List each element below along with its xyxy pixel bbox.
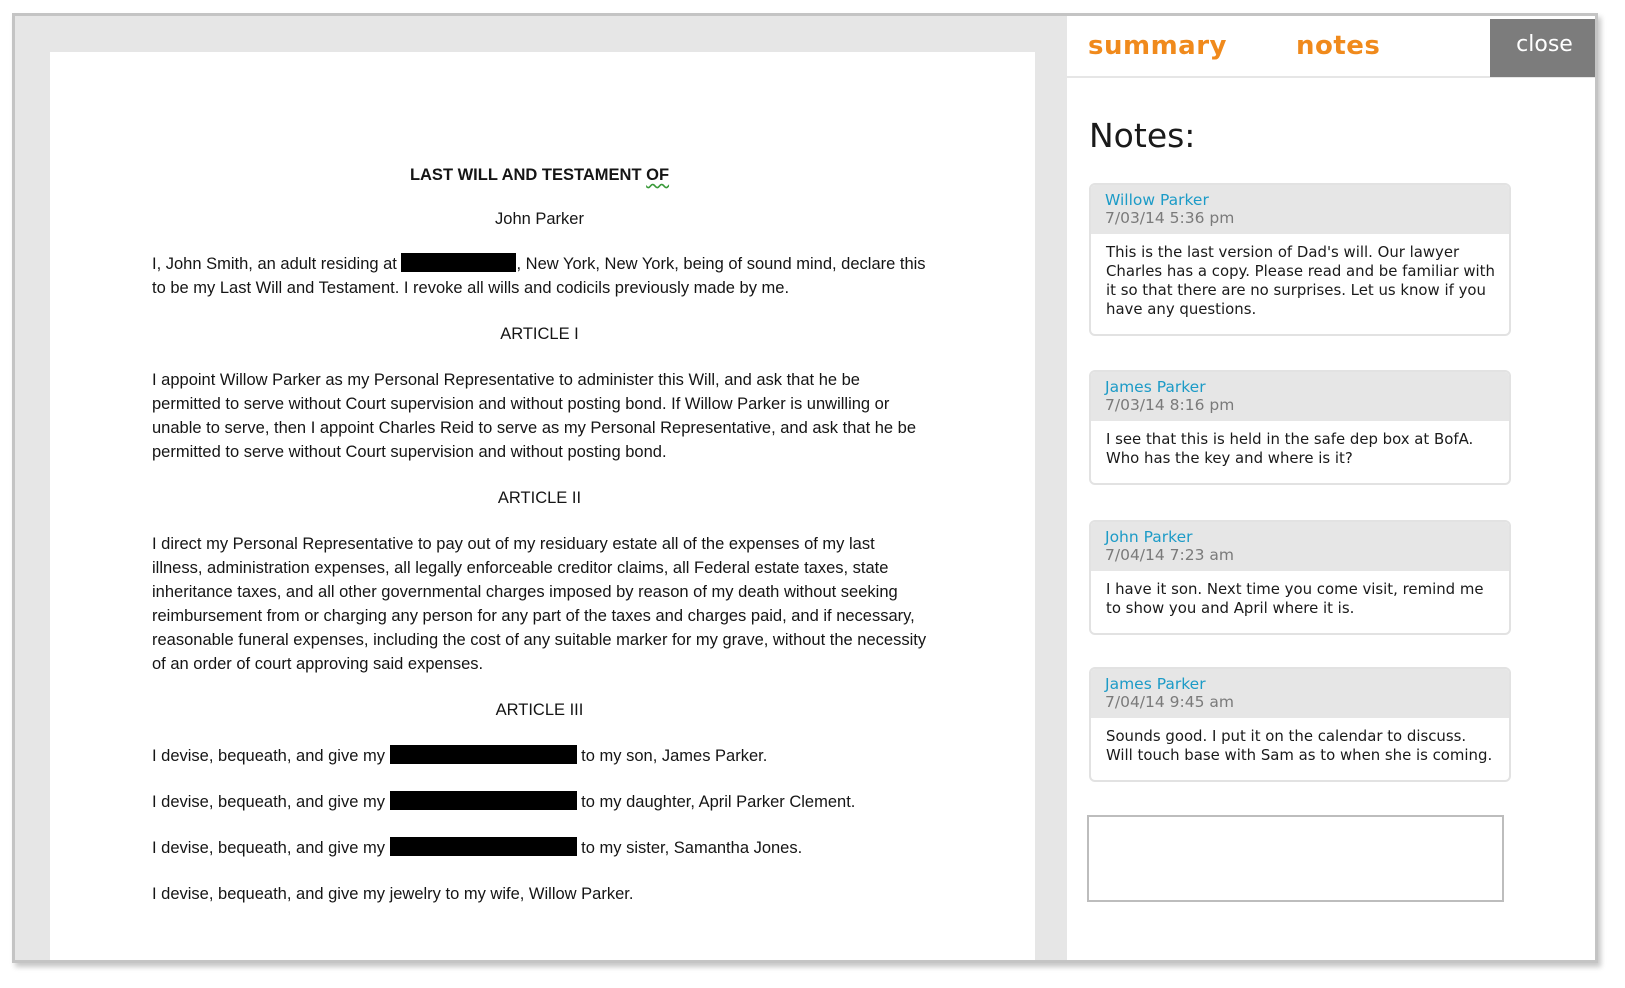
- tab-notes[interactable]: notes: [1296, 31, 1381, 61]
- note-timestamp: 7/03/14 8:16 pm: [1105, 396, 1235, 414]
- note-text: This is the last version of Dad's will. Our lawyer Charles has a copy. Please read and be familiar with it so that there are no surprises. Let us know if you have any questions.: [1106, 243, 1495, 318]
- notes-heading: Notes:: [1089, 116, 1196, 155]
- note-author-link[interactable]: James Parker: [1105, 378, 1206, 396]
- bequest-line: [152, 836, 927, 860]
- note-timestamp: 7/04/14 7:23 am: [1105, 546, 1235, 564]
- intro-paragraph: [152, 252, 927, 300]
- bequest-line-partial: I devise, bequeath, and give my jewelry to my wife, Willow Parker.: [152, 885, 634, 903]
- app-window: [12, 13, 1598, 963]
- note-card: [1089, 370, 1511, 485]
- bequest-suffix: to my son, James Parker.: [581, 747, 768, 765]
- testator-name: John Parker: [495, 210, 584, 228]
- note-timestamp: 7/03/14 5:36 pm: [1105, 209, 1235, 227]
- document-page: [50, 52, 1035, 963]
- note-text: Sounds good. I put it on the calendar to discuss. Will touch base with Sam as to when she is coming.: [1106, 727, 1493, 764]
- bequest-prefix: I devise, bequeath, and give my: [152, 793, 385, 811]
- redacted-item: [390, 791, 577, 810]
- note-author-link[interactable]: Willow Parker: [1105, 191, 1209, 209]
- note-card: [1089, 520, 1511, 635]
- note-text: I see that this is held in the safe dep box at BofA. Who has the key and where is it?: [1106, 430, 1474, 467]
- article-1-text: I appoint Willow Parker as my Personal Representative to administer this Will, and ask that he be permitted to serve without Court supervision and without posting bond. If Willow Parker is unwilling or unable to serve, then I appoint Charles Reid to serve as my Personal Representative, and ask that he be permitted to serve without Court supervision and without posting bond.: [152, 371, 917, 461]
- note-card: [1089, 183, 1511, 336]
- close-button[interactable]: close: [1490, 19, 1598, 77]
- note-author-link[interactable]: John Parker: [1105, 528, 1193, 546]
- redacted-item: [390, 745, 577, 764]
- document-title-tail: OF: [646, 166, 670, 184]
- bequest-suffix: to my daughter, April Parker Clement.: [581, 793, 856, 811]
- note-timestamp: 7/04/14 9:45 am: [1105, 693, 1235, 711]
- note-header: [1091, 372, 1509, 421]
- bequest-prefix: I devise, bequeath, and give my: [152, 839, 385, 857]
- redacted-address: [401, 253, 516, 272]
- note-author-link[interactable]: James Parker: [1105, 675, 1206, 693]
- article-2-heading: ARTICLE II: [497, 489, 582, 507]
- article-1-heading: ARTICLE I: [500, 325, 579, 343]
- tab-summary[interactable]: summary: [1088, 31, 1227, 61]
- note-header: [1091, 522, 1509, 571]
- intro-text-1: I, John Smith, an adult residing at: [152, 255, 397, 273]
- intro-text-2: , New York, New York, being of sound mind, declare this to be my Last Will and Testament. I revoke all wills and codicils previously made by me.: [152, 255, 926, 297]
- article-3-heading: ARTICLE III: [495, 701, 584, 719]
- bequest-suffix: to my sister, Samantha Jones.: [581, 839, 803, 857]
- note-card: [1089, 667, 1511, 782]
- bequest-prefix: I devise, bequeath, and give my: [152, 747, 385, 765]
- note-header: [1091, 185, 1509, 234]
- note-header: [1091, 669, 1509, 718]
- bequest-line: [152, 744, 927, 768]
- document-content: [152, 163, 927, 928]
- redacted-item: [390, 837, 577, 856]
- bequest-line: [152, 790, 927, 814]
- document-title-main: LAST WILL AND TESTAMENT: [409, 166, 642, 184]
- document-title: [152, 163, 927, 187]
- new-note-input[interactable]: [1087, 815, 1504, 902]
- note-text: I have it son. Next time you come visit, remind me to show you and April where it is.: [1106, 580, 1484, 617]
- notes-sidebar: [1067, 16, 1598, 960]
- article-2-text: I direct my Personal Representative to pay out of my residuary estate all of the expenses of my last illness, administration expenses, all legally enforceable creditor claims, all Federal estate taxes, state inheritance taxes, and all other governmental charges imposed by reason of my death without seeking reimbursement from or charging any person for any part of the taxes and charges paid, and if necessary, reasonable funeral expenses, including the cost of any suitable marker for my grave, without the necessity of an order of court approving said expenses.: [152, 535, 927, 673]
- sidebar-tab-bar: [1067, 16, 1598, 78]
